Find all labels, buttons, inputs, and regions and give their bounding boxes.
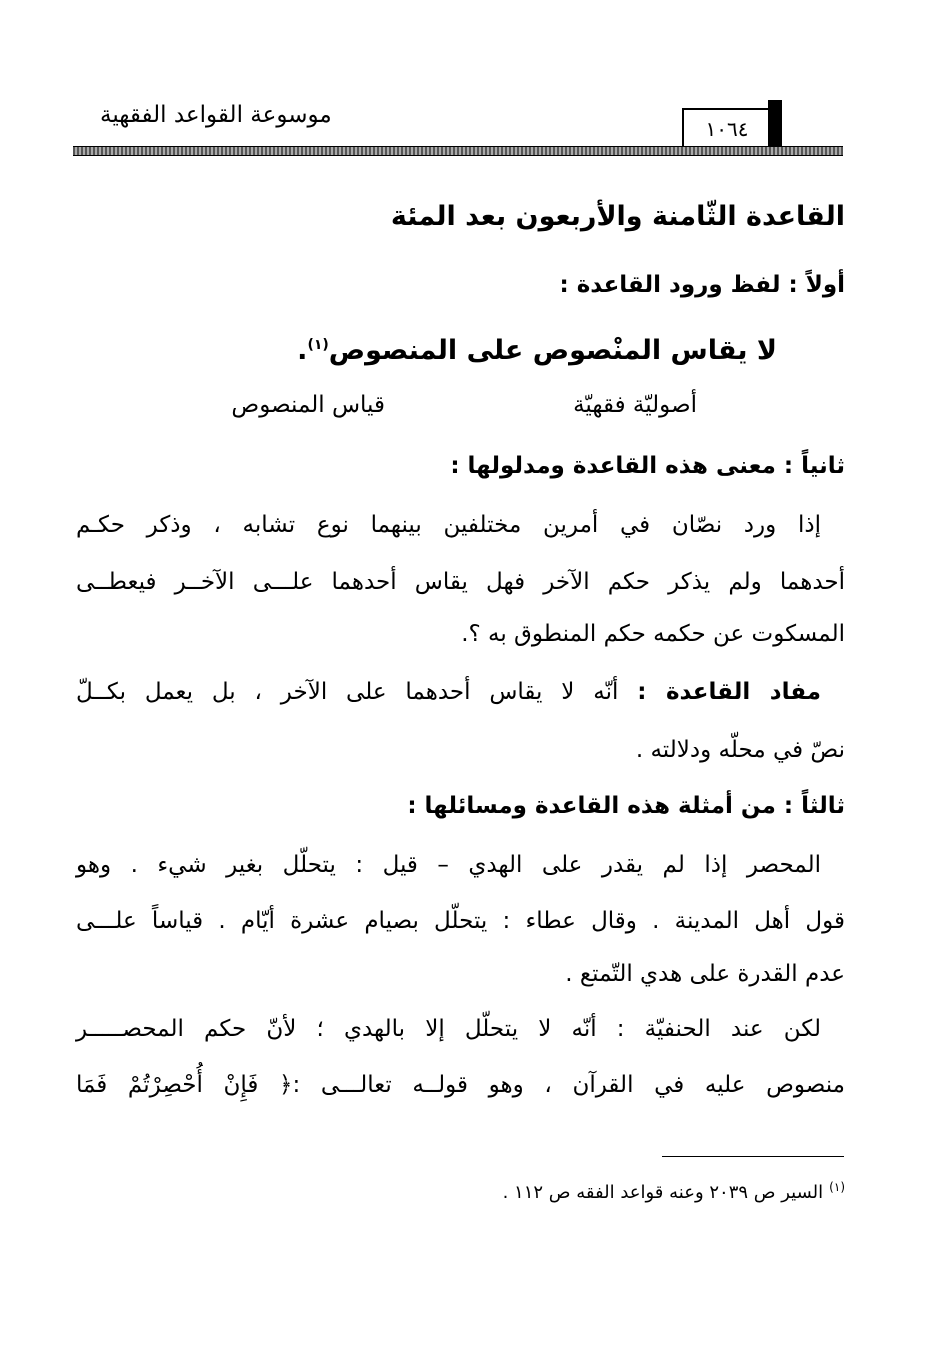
paragraph-line: لكن عند الحنفيّة : أنّه لا يتحلّل إلا بالهدي ؛ لأنّ حكم المحصـــــر (76, 1016, 821, 1042)
paragraph-line: قول أهل المدينة . وقال عطاء : يتحلّل بصيام عشرة أيّام . قياساً علـــى (76, 908, 845, 934)
section-heading-examples: ثالثاً : من أمثلة هذه القاعدة ومسائلها : (407, 793, 845, 819)
footnote-text: السير ص ٢٠٣٩ وعنه قواعد الفقه ص ١١٢ . (502, 1182, 824, 1203)
keyword-topic: قياس المنصوص (231, 392, 385, 418)
summary-label: مفاد القاعدة : (637, 679, 821, 705)
paragraph-line: عدم القدرة على هدي التّمتع . (565, 961, 845, 987)
footnote-reference[interactable]: (١) (307, 337, 329, 353)
summary-line (76, 677, 821, 707)
paragraph-line: أحدهما ولم يذكر حكم الآخر فهل يقاس أحدهما علـــى الآخــر فيعطــى (76, 569, 845, 595)
section-heading-meaning: ثانياً : معنى هذه القاعدة ومدلولها : (450, 453, 845, 479)
paragraph-line: المحصر إذا لم يقدر على الهدي – قيل : يتحلّل بغير شيء . وهو (76, 852, 821, 878)
rule-statement (297, 330, 777, 366)
paragraph-line: منصوص عليه في القرآن ، وهو قولــه تعالـــى :﴿ فَإِنْ أُحْصِرْتُمْ فَمَا (76, 1072, 845, 1098)
running-title: موسوعة القواعد الفقهية (100, 102, 332, 128)
footnote-separator (662, 1156, 844, 1157)
rule-end: . (297, 335, 308, 366)
header-rule (73, 146, 843, 156)
paragraph-line: نصّ في محلّه ودلالته . (635, 737, 845, 763)
paragraph-line: إذا ورد نصّان في أمرين مختلفين بينهما نوع تشابه ، وذكر حكـم (76, 512, 821, 538)
rule-text: لا يقاس المنْصوص على المنصوص (328, 335, 777, 366)
keyword-category: أصوليّة فقهيّة (573, 392, 697, 418)
page-number-mark (768, 100, 782, 152)
footnote (503, 1180, 845, 1203)
paragraph-line: المسكوت عن حكمه حكم المنطوق به ؟. (461, 621, 845, 647)
chapter-title: القاعدة الثّامنة والأربعون بعد المئة (390, 201, 845, 232)
footnote-number: (١) (829, 1180, 845, 1194)
summary-text: أنّه لا يقاس أحدهما على الآخر ، بل يعمل بكــلّ (76, 679, 619, 705)
page-number: ١٠٦٤ (682, 108, 770, 148)
section-heading-wording: أولاً : لفظ ورود القاعدة : (559, 272, 845, 298)
